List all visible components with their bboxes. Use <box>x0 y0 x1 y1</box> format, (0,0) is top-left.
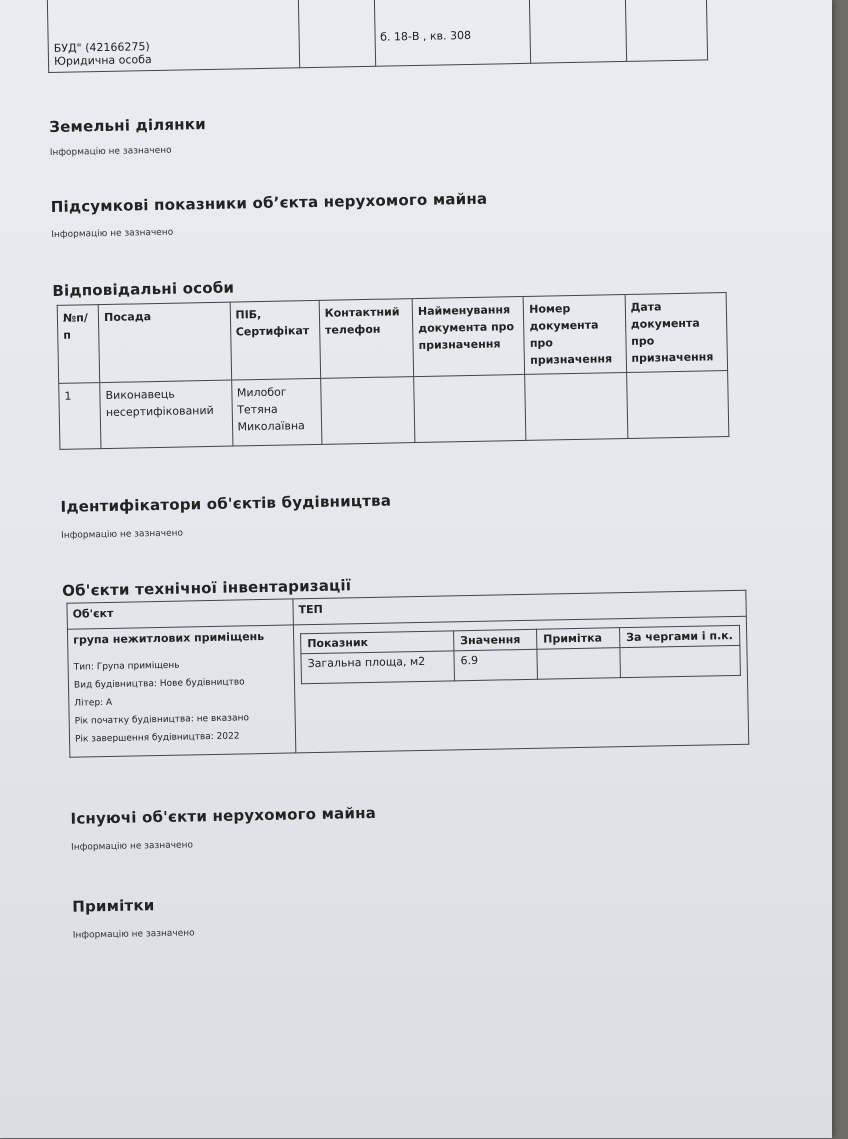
inventory-heading: Об'єкти технічної інвентаризації <box>62 576 352 600</box>
col-number: №п/п <box>57 305 100 384</box>
row-doc-date <box>626 371 729 439</box>
construction-kind: Вид будівництва: Нове будівництво <box>73 677 245 691</box>
row-doc-number <box>525 372 628 440</box>
row-phone <box>320 377 415 445</box>
responsible-heading: Відповідальні особи <box>52 278 235 300</box>
table-row <box>59 371 729 450</box>
owner-code: БУД" (42166275) <box>53 40 150 55</box>
land-plots-heading: Земельні ділянки <box>49 115 207 137</box>
responsible-table <box>57 292 730 450</box>
letter: Літер: А <box>74 697 113 709</box>
row-number: 1 <box>59 383 101 450</box>
summary-heading: Підсумкові показники об’єкта нерухомого майна <box>50 189 488 217</box>
tep-note <box>537 648 621 680</box>
tep-stages <box>620 645 741 677</box>
col-doc-number: Номер документа про призначення <box>523 295 626 375</box>
summary-note: Інформацію не зазначено <box>51 227 174 241</box>
tep-value: 6.9 <box>454 649 538 681</box>
row-doc-name <box>414 374 527 442</box>
land-plots-note: Інформацію не зазначено <box>49 145 172 159</box>
object-name: група нежитлових приміщень <box>73 629 265 647</box>
owner-type: Юридична особа <box>53 53 152 68</box>
tep-col-value: Значення <box>454 629 537 651</box>
col-position: Посада <box>98 302 231 383</box>
row-position: Виконавець несертифікований <box>100 380 233 449</box>
address-cell: б. 18-В , кв. 308 <box>374 0 531 66</box>
tep-cell <box>293 616 748 753</box>
tep-col-indicator: Показник <box>301 631 454 654</box>
tep-col-stages: За чергами і п.к. <box>620 625 740 647</box>
inventory-table <box>66 590 749 758</box>
tep-col-note: Примітка <box>537 628 620 650</box>
notes-note: Інформацію не зазначено <box>72 928 195 941</box>
notes-heading: Примітки <box>72 896 155 916</box>
existing-heading: Існуючі об'єкти нерухомого майна <box>70 803 377 828</box>
col-doc-name: Найменування документа про призначення <box>412 296 525 376</box>
tep-header: ТЕП <box>293 590 746 625</box>
identifiers-heading: Ідентифікатори об'єктів будівництва <box>60 491 392 516</box>
completion-year: Рік завершення будівництва: 2022 <box>74 731 240 745</box>
empty-cell <box>298 0 375 68</box>
start-year: Рік початку будівництва: не вказано <box>74 713 250 727</box>
col-doc-date: Дата документа про призначення <box>625 293 728 373</box>
object-type: Тип: Група приміщень <box>73 660 180 673</box>
identifiers-note: Інформацію не зазначено <box>61 528 184 541</box>
empty-cell <box>529 0 626 63</box>
top-partial-table <box>47 0 708 73</box>
owner-cell <box>47 0 299 73</box>
col-name: ПІБ, Сертифікат <box>230 300 321 380</box>
row-name: Милобог Тетяна Миколаївна <box>231 378 322 446</box>
tep-table <box>300 625 741 684</box>
empty-cell <box>625 0 707 61</box>
object-header: Об'єкт <box>67 599 293 629</box>
existing-note: Інформацію не зазначено <box>71 840 194 853</box>
tep-indicator: Загальна площа, м2 <box>301 651 455 684</box>
col-phone: Контактний телефон <box>319 299 414 379</box>
object-cell <box>67 625 295 757</box>
